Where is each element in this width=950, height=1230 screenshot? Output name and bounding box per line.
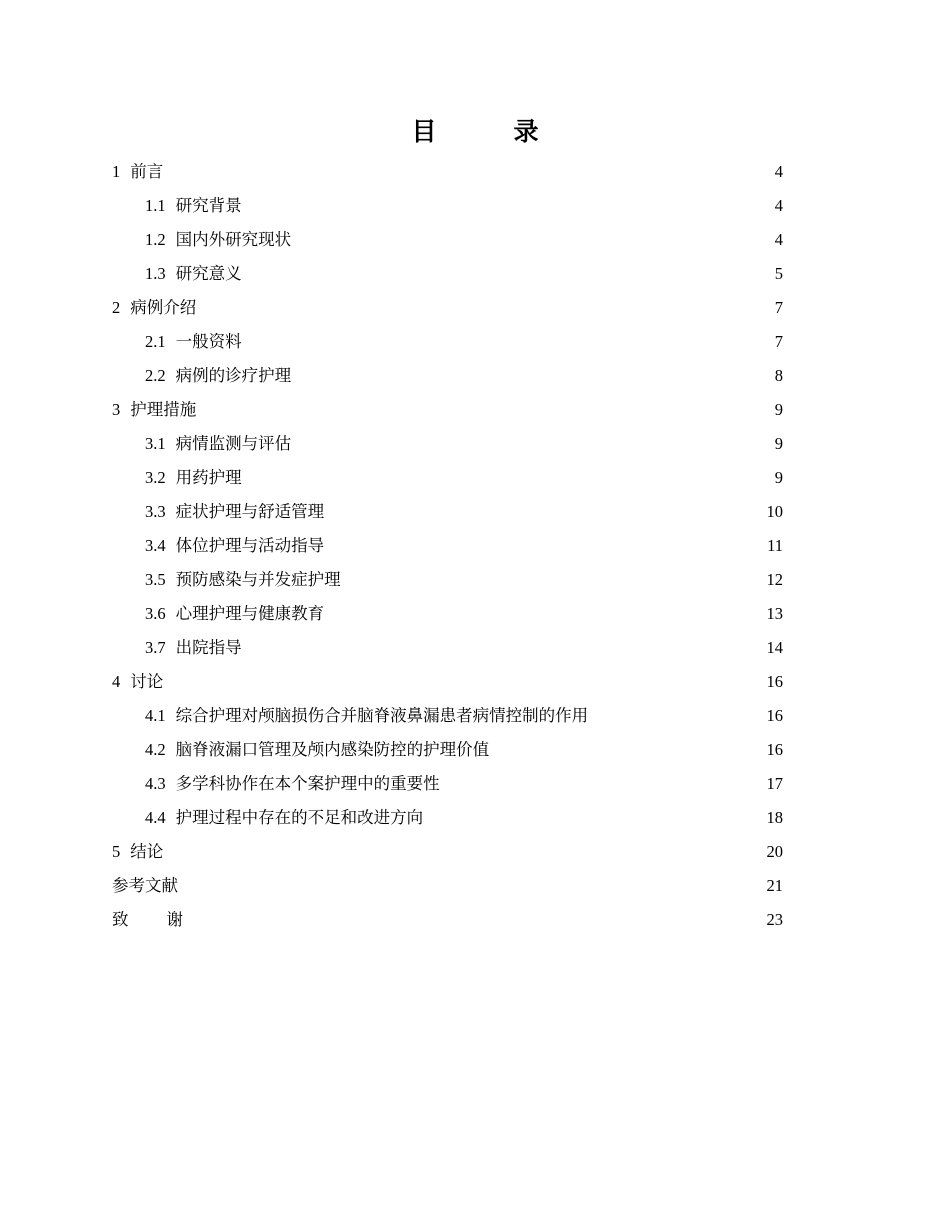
toc-entry-page: 9 [774,434,783,453]
toc-entry-page: 8 [774,366,783,385]
table-of-contents [112,155,783,937]
toc-entry-number: 4.4 [145,808,166,827]
toc-entry[interactable] [112,189,783,223]
toc-entry-page: 4 [774,230,783,249]
toc-entry-title: 多学科协作在本个案护理中的重要性 [175,774,440,793]
toc-entry[interactable] [112,257,783,291]
toc-entry-number: 4.3 [145,774,166,793]
toc-entry-page: 16 [766,672,783,691]
toc-entry-page: 7 [774,332,783,351]
toc-entry-page: 9 [774,468,783,487]
toc-entry-title: 综合护理对颅脑损伤合并脑脊液鼻漏患者病情控制的作用 [175,706,589,725]
toc-entry[interactable] [112,733,783,767]
toc-entry-number: 3.3 [145,502,166,521]
toc-entry[interactable] [112,325,783,359]
toc-entry-title: 病情监测与评估 [175,434,292,453]
toc-entry-page: 21 [766,876,783,895]
toc-entry[interactable] [112,767,783,801]
toc-entry[interactable] [112,155,783,189]
toc-entry-title: 症状护理与舒适管理 [175,502,325,521]
toc-entry-number: 3.6 [145,604,166,623]
toc-entry[interactable] [112,563,783,597]
toc-entry-page: 4 [774,196,783,215]
toc-entry[interactable] [112,393,783,427]
toc-entry[interactable] [112,631,783,665]
toc-entry-title: 参考文献 [112,876,178,895]
toc-entry-title: 护理过程中存在的不足和改进方向 [175,808,424,827]
toc-entry-number: 1 [112,162,121,181]
toc-entry-page: 23 [766,910,783,929]
toc-entry-page: 9 [774,400,783,419]
toc-entry-number: 3 [112,400,121,419]
toc-entry-number: 3.2 [145,468,166,487]
toc-entry-number: 4.1 [145,706,166,725]
toc-entry-title: 用药护理 [175,468,242,487]
toc-entry-title: 国内外研究现状 [175,230,292,249]
toc-entry-page: 14 [766,638,783,657]
toc-entry-number: 5 [112,842,121,861]
toc-entry[interactable] [112,427,783,461]
toc-entry-number: 1.1 [145,196,166,215]
toc-entry-page: 10 [766,502,783,521]
toc-entry-title-part: 谢 [166,910,183,929]
toc-entry[interactable] [112,495,783,529]
toc-entry[interactable] [112,597,783,631]
toc-entry-title: 讨论 [130,672,164,691]
toc-entry[interactable] [112,529,783,563]
toc-entry[interactable] [112,699,783,733]
toc-entry[interactable] [112,869,783,903]
toc-entry-title: 病例介绍 [130,298,197,317]
toc-entry[interactable] [112,835,783,869]
toc-entry-title: 研究背景 [175,196,242,215]
toc-entry[interactable] [112,801,783,835]
toc-entry-number: 3.4 [145,536,166,555]
toc-entry[interactable] [112,359,783,393]
toc-entry-page: 12 [766,570,783,589]
toc-entry-page: 4 [774,162,783,181]
toc-entry-number: 4 [112,672,121,691]
toc-entry[interactable] [112,461,783,495]
toc-entry-title: 体位护理与活动指导 [175,536,325,555]
toc-entry-page: 16 [766,706,783,725]
toc-entry-number: 2.2 [145,366,166,385]
toc-entry-title [112,903,183,937]
toc-entry-page: 5 [774,264,783,283]
toc-entry-page: 18 [766,808,783,827]
toc-entry-page: 20 [766,842,783,861]
toc-entry-title: 病例的诊疗护理 [175,366,292,385]
toc-entry-title: 预防感染与并发症护理 [175,570,341,589]
toc-entry-number: 3.5 [145,570,166,589]
toc-entry-title: 出院指导 [175,638,242,657]
toc-entry-title-part: 致 [112,910,129,929]
toc-entry-number: 1.2 [145,230,166,249]
toc-entry[interactable] [112,291,783,325]
toc-entry-number: 3.1 [145,434,166,453]
toc-entry-title: 脑脊液漏口管理及颅内感染防控的护理价值 [175,740,490,759]
toc-entry-title: 一般资料 [175,332,242,351]
toc-entry-page: 17 [766,774,783,793]
toc-entry-number: 1.3 [145,264,166,283]
toc-entry-number: 2.1 [145,332,166,351]
toc-entry-number: 3.7 [145,638,166,657]
toc-entry-title: 心理护理与健康教育 [175,604,325,623]
toc-entry[interactable] [112,223,783,257]
toc-entry-title: 结论 [130,842,164,861]
toc-entry[interactable] [112,903,783,937]
toc-entry-title: 研究意义 [175,264,242,283]
toc-entry[interactable] [112,665,783,699]
toc-entry-page: 7 [774,298,783,317]
toc-entry-number: 4.2 [145,740,166,759]
toc-entry-title: 前言 [130,162,164,181]
toc-entry-page: 11 [767,536,783,555]
toc-entry-page: 16 [766,740,783,759]
toc-entry-title: 护理措施 [130,400,197,419]
toc-entry-page: 13 [766,604,783,623]
page-title: 目 录 [411,117,565,146]
toc-entry-number: 2 [112,298,121,317]
